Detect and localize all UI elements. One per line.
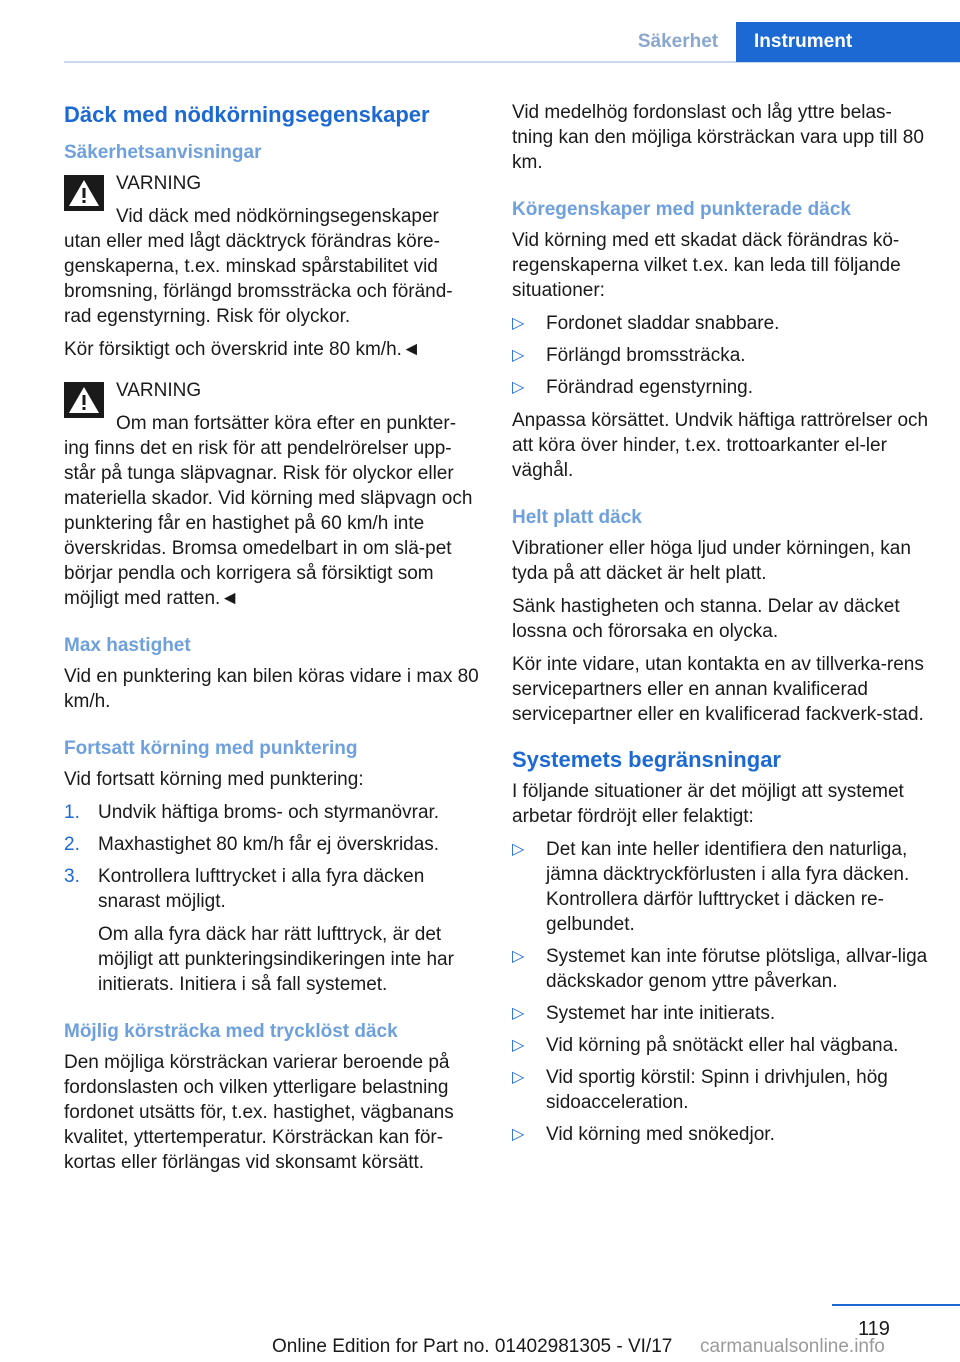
list-item	[64, 800, 480, 825]
range-heading: Möjlig körsträcka med trycklöst däck	[64, 1021, 398, 1042]
bullet-triangle-icon: ▷	[512, 948, 525, 965]
left-column	[64, 100, 480, 1183]
list-item-text: Systemet kan inte förutse plötsliga, allvar-liga däckskador genom yttre påverkan.	[546, 946, 928, 992]
warning-block-1	[64, 171, 480, 229]
right-column	[512, 100, 930, 1155]
bullet-triangle-icon: ▷	[512, 1037, 525, 1054]
warning-text: utan eller med lågt däcktryck förändras köre-genskaperna, t.ex. minskad spårstabilitet vid bromsning, förlängd bromssträcka och föränd-rad egenstyrning. Risk för olyckor.	[64, 231, 453, 327]
driving-advice-text: Anpassa körsättet. Undvik häftiga rattrörelser och att köra över hinder, t.ex. trottoarkanter el-ler väghål.	[512, 410, 929, 481]
list-item	[512, 1033, 930, 1058]
list-item	[512, 1001, 930, 1026]
list-number: 2.	[64, 834, 80, 855]
max-speed-heading: Max hastighet	[64, 635, 191, 656]
bullet-triangle-icon: ▷	[512, 379, 525, 396]
list-number: 1.	[64, 802, 80, 823]
warning-label: VARNING	[116, 380, 202, 401]
warning-intro: Om man fortsätter köra efter en punkter-	[116, 413, 457, 434]
system-limits-text: I följande situationer är det möjligt att systemet arbetar fördröjt eller felaktigt:	[512, 781, 904, 827]
section-title: Däck med nödkörningsegenskaper	[64, 102, 430, 127]
flat-tire-text-2: Sänk hastigheten och stanna. Delar av däcket lossna och förorsaka en olycka.	[512, 596, 900, 642]
list-item-text: Kontrollera lufttrycket i alla fyra däcken snarast möjligt.	[98, 866, 425, 912]
bullet-triangle-icon: ▷	[512, 315, 525, 332]
list-item	[64, 864, 480, 997]
list-item	[512, 1065, 930, 1115]
watermark: carmanualsonline.info	[700, 1336, 885, 1357]
bullet-triangle-icon: ▷	[512, 1005, 525, 1022]
warning-text: ing finns det en risk för att pendelrörelser upp-står på tunga släpvagnar. Risk för olyckor eller materiella skador. Vid körning med släpvagn och punktering får en hastighet på 60 km/h inte överskridas. Bromsa omedelbart in om slä-pet börjar pendla och korrigera så försiktigt som möjligt med ratten.◄	[64, 438, 473, 609]
continued-driving-heading: Fortsatt körning med punktering	[64, 738, 358, 759]
bullet-list	[512, 311, 930, 400]
safety-heading: Säkerhetsanvisningar	[64, 142, 262, 163]
flat-tire-heading: Helt platt däck	[512, 507, 642, 528]
flat-tire-text-3: Kör inte vidare, utan kontakta en av tillverka-rens servicepartners eller en annan kvalificerad servicepartner eller en kvalificerad fackverk-stad.	[512, 654, 924, 725]
list-item-text: Systemet har inte initierats.	[546, 1003, 776, 1024]
tab-sakerhet[interactable]: Säkerhet	[637, 31, 719, 52]
list-item	[512, 837, 930, 937]
driving-properties-text: Vid körning med ett skadat däck förändras kö-regenskaperna vilket t.ex. kan leda till följande situationer:	[512, 230, 901, 301]
numbered-list	[64, 800, 480, 997]
bullet-triangle-icon: ▷	[512, 347, 525, 364]
max-speed-text: Vid en punktering kan bilen köras vidare i max 80 km/h.	[64, 666, 479, 712]
list-item	[512, 944, 930, 994]
list-item	[512, 343, 930, 368]
list-item-text: Det kan inte heller identifiera den naturliga, jämna däcktryckförlusten i alla fyra däcken. Kontrollera därför lufttrycket i däcken re-gelbundet.	[546, 839, 910, 935]
warning-triangle-icon	[64, 175, 104, 211]
list-item-text: Vid körning med snökedjor.	[546, 1124, 775, 1145]
list-number: 3.	[64, 866, 80, 887]
continued-driving-text: Vid fortsatt körning med punktering:	[64, 769, 364, 790]
system-limits-heading: Systemets begränsningar	[512, 747, 781, 772]
range-text: Den möjliga körsträckan varierar beroende på fordonslasten och vilken ytterligare belastning fordonet utsätts för, t.ex. hastighet, vägbanans kvalitet, yttertemperatur. Körsträckan kan för-kortas eller förlängas vid skonsamt körsätt.	[64, 1052, 454, 1173]
page-number: 119	[858, 1318, 890, 1340]
list-item	[64, 832, 480, 857]
flat-tire-text-1: Vibrationer eller höga ljud under körningen, kan tyda på att däcket är helt platt.	[512, 538, 911, 584]
warning-end: Kör försiktigt och överskrid inte 80 km/h.◄	[64, 339, 421, 360]
list-item-note: Om alla fyra däck har rätt lufttryck, är det möjligt att punkteringsindikeringen inte har initierats. Initiera i så fall systemet.	[98, 924, 454, 995]
list-item	[512, 311, 930, 336]
list-item	[512, 1122, 930, 1147]
bullet-triangle-icon: ▷	[512, 1069, 525, 1086]
tab-instrument[interactable]: Instrument	[736, 22, 960, 62]
list-item-text: Förlängd bromssträcka.	[546, 345, 746, 366]
warning-intro: Vid däck med nödkörningsegenskaper	[116, 206, 439, 227]
list-item-text: Vid sportig körstil: Spinn i drivhjulen, hög sidoacceleration.	[546, 1067, 888, 1113]
list-item-text: Undvik häftiga broms- och styrmanövrar.	[98, 802, 440, 823]
list-item-text: Fordonet sladdar snabbare.	[546, 313, 780, 334]
list-item-text: Vid körning på snötäckt eller hal vägbana.	[546, 1035, 899, 1056]
warning-label: VARNING	[116, 173, 202, 194]
list-item-text: Maxhastighet 80 km/h får ej överskridas.	[98, 834, 440, 855]
footer-rule	[832, 1304, 960, 1306]
warning-triangle-icon	[64, 382, 104, 418]
bullet-triangle-icon: ▷	[512, 841, 525, 858]
list-item-text: Förändrad egenstyrning.	[546, 377, 754, 398]
driving-properties-heading: Köregenskaper med punkterade däck	[512, 199, 851, 220]
edition-note: Online Edition for Part no. 01402981305 - VI/17	[272, 1336, 673, 1357]
list-item	[512, 375, 930, 400]
warning-block-2	[64, 378, 480, 436]
bullet-triangle-icon: ▷	[512, 1126, 525, 1143]
limits-list	[512, 837, 930, 1147]
range-continued-text: Vid medelhög fordonslast och låg yttre belas-tning kan den möjliga körsträckan vara upp till 80 km.	[512, 102, 924, 173]
